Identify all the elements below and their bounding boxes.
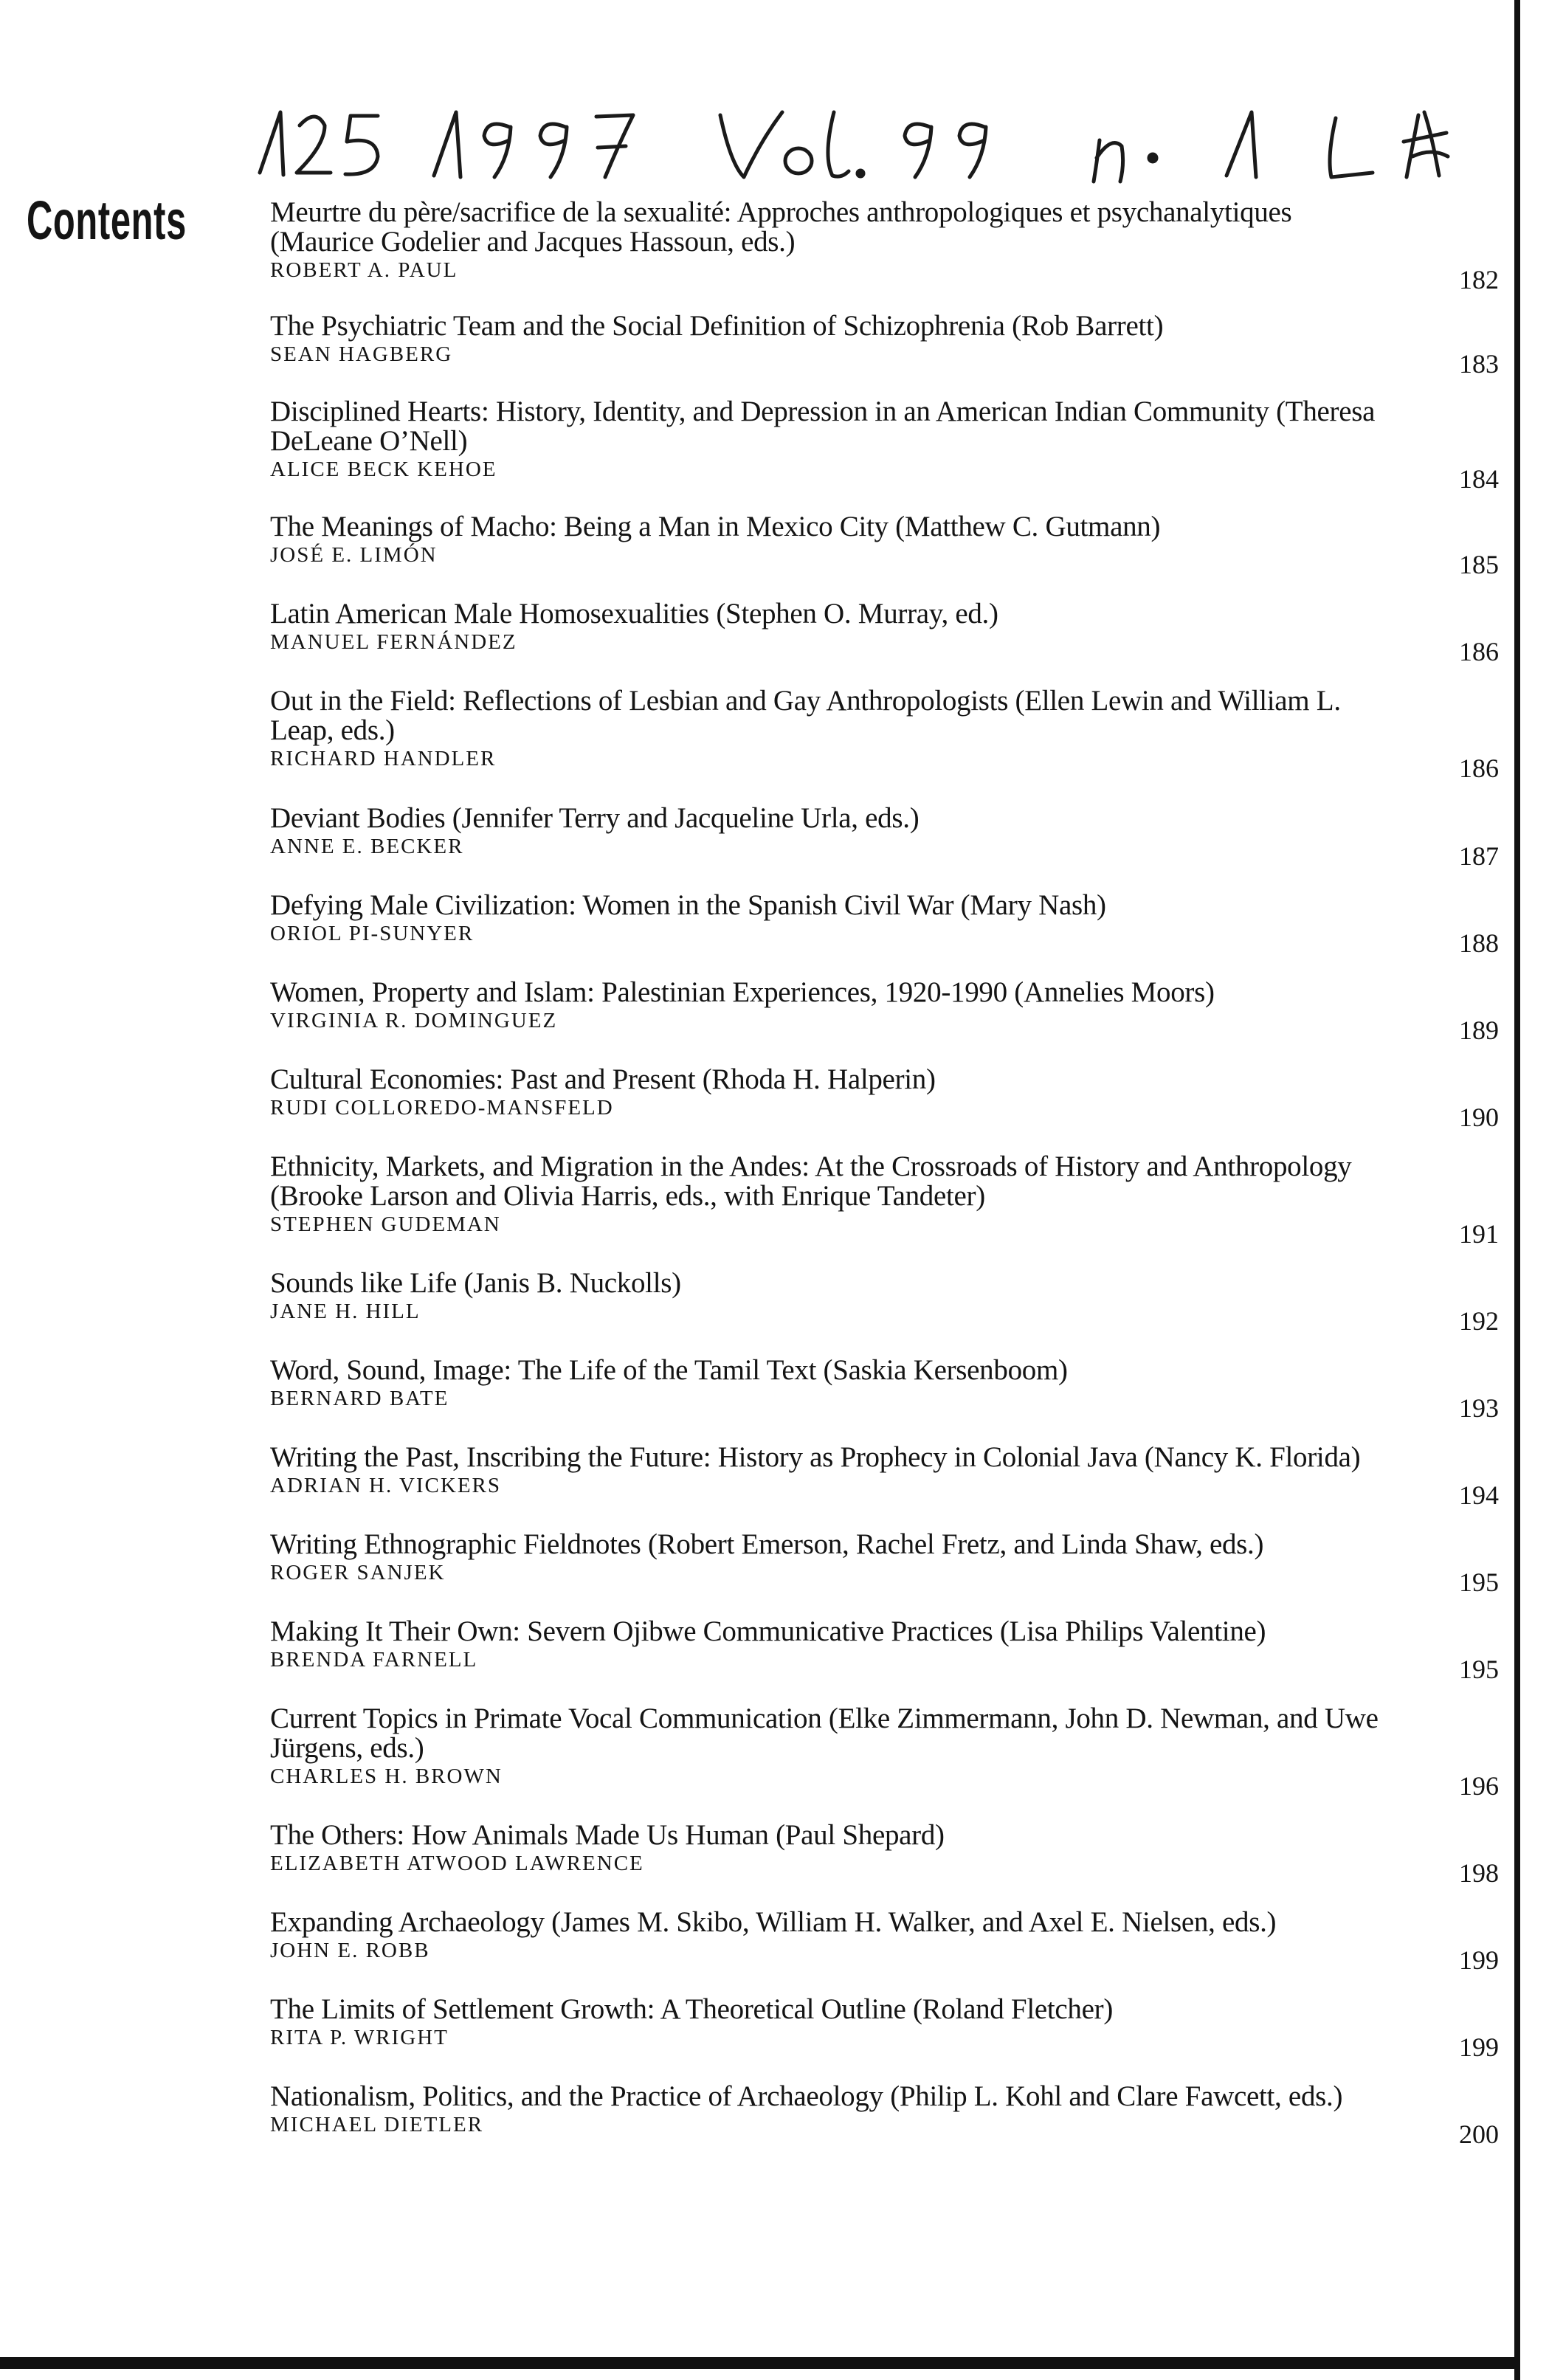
handwritten-note-drawing: [251, 105, 1505, 190]
entry-reviewer: RICHARD HANDLER: [270, 747, 497, 770]
entry-page-number: 189: [1459, 1015, 1499, 1045]
entry-title: Ethnicity, Markets, and Migration in the Andes: At the Crossroads of History and Anthropology (Brooke Larson and Olivia Harris, eds., with Enrique Tandeter): [270, 1151, 1352, 1212]
entry-page-number: 182: [1459, 265, 1499, 294]
contents-entry: [270, 1906, 1499, 1975]
contents-entry: [270, 889, 1499, 958]
entry-reviewer: ALICE BECK KEHOE: [270, 458, 497, 481]
entry-reviewer: VIRGINIA R. DOMINGUEZ: [270, 1009, 558, 1032]
contents-entry: [270, 1441, 1499, 1510]
entry-reviewer: STEPHEN GUDEMAN: [270, 1213, 501, 1236]
handwritten-call-number: [251, 105, 1505, 190]
entry-title: Women, Property and Islam: Palestinian Experiences, 1920-1990 (Annelies Moors): [270, 976, 1215, 1008]
entry-reviewer: SEAN HAGBERG: [270, 342, 453, 366]
entry-reviewer: ELIZABETH ATWOOD LAWRENCE: [270, 1852, 644, 1875]
contents-entry: [270, 598, 1499, 666]
entry-title: Sounds like Life (Janis B. Nuckolls): [270, 1267, 681, 1299]
entry-page-number: 187: [1459, 841, 1499, 871]
contents-entry: [270, 1993, 1499, 2062]
entry-reviewer: ORIOL PI-SUNYER: [270, 922, 475, 945]
contents-entry: [270, 396, 1499, 494]
contents-entry: [270, 1703, 1499, 1801]
contents-entry: [270, 976, 1499, 1045]
entry-page-number: 198: [1459, 1858, 1499, 1888]
entry-title: Nationalism, Politics, and the Practice of Archaeology (Philip L. Kohl and Clare Fawcett, eds.): [270, 2080, 1343, 2112]
entry-title: Current Topics in Primate Vocal Communication (Elke Zimmermann, John D. Newman, and Uwe Jürgens, eds.): [270, 1703, 1379, 1764]
contents-entry: [270, 685, 1499, 783]
entry-page-number: 199: [1459, 2032, 1499, 2062]
entry-page-number: 195: [1459, 1655, 1499, 1684]
entry-page-number: 191: [1459, 1219, 1499, 1249]
entry-reviewer: JOSÉ E. LIMÓN: [270, 543, 438, 567]
entry-page-number: 186: [1459, 753, 1499, 783]
entry-title: The Meanings of Macho: Being a Man in Mexico City (Matthew C. Gutmann): [270, 511, 1161, 542]
entry-reviewer: ROBERT A. PAUL: [270, 258, 458, 282]
entry-page-number: 200: [1459, 2119, 1499, 2149]
entry-reviewer: JOHN E. ROBB: [270, 1939, 430, 1962]
entry-reviewer: CHARLES H. BROWN: [270, 1765, 503, 1788]
entry-title: Disciplined Hearts: History, Identity, and Depression in an American Indian Community (Theresa DeLeane O’Nell): [270, 396, 1376, 457]
entry-reviewer: ADRIAN H. VICKERS: [270, 1474, 502, 1497]
contents-entry: [270, 310, 1499, 379]
entry-reviewer: ROGER SANJEK: [270, 1561, 446, 1584]
contents-entry: [270, 1354, 1499, 1423]
entry-reviewer: BERNARD BATE: [270, 1387, 449, 1410]
entry-title: The Psychiatric Team and the Social Definition of Schizophrenia (Rob Barrett): [270, 310, 1164, 342]
entry-reviewer: JANE H. HILL: [270, 1300, 421, 1323]
entry-title: Expanding Archaeology (James M. Skibo, William H. Walker, and Axel E. Nielsen, eds.): [270, 1906, 1277, 1938]
contents-entry: [270, 1267, 1499, 1336]
entry-page-number: 185: [1459, 550, 1499, 579]
entry-page-number: 188: [1459, 928, 1499, 958]
entry-page-number: 194: [1459, 1480, 1499, 1510]
entry-page-number: 199: [1459, 1945, 1499, 1975]
contents-entry: [270, 1063, 1499, 1132]
entry-title: Latin American Male Homosexualities (Stephen O. Murray, ed.): [270, 598, 998, 630]
contents-entry: [270, 1151, 1499, 1249]
contents-entry: [270, 1528, 1499, 1597]
contents-heading: Contents: [27, 190, 187, 251]
entry-page-number: 190: [1459, 1103, 1499, 1132]
contents-entry: [270, 1819, 1499, 1888]
entry-reviewer: MICHAEL DIETLER: [270, 2113, 484, 2136]
entry-reviewer: ANNE E. BECKER: [270, 835, 464, 858]
entry-page-number: 195: [1459, 1567, 1499, 1597]
entry-title: The Limits of Settlement Growth: A Theoretical Outline (Roland Fletcher): [270, 1993, 1114, 2025]
contents-entry: [270, 1615, 1499, 1684]
contents-entry: [270, 2080, 1499, 2149]
entry-title: Deviant Bodies (Jennifer Terry and Jacqueline Urla, eds.): [270, 802, 920, 834]
entry-page-number: 196: [1459, 1771, 1499, 1801]
entry-page-number: 184: [1459, 464, 1499, 494]
entry-page-number: 193: [1459, 1393, 1499, 1423]
entry-page-number: 192: [1459, 1306, 1499, 1336]
entry-title: Making It Their Own: Severn Ojibwe Communicative Practices (Lisa Philips Valentine): [270, 1615, 1266, 1647]
contents-entry: [270, 196, 1499, 294]
entry-page-number: 183: [1459, 349, 1499, 379]
entry-reviewer: MANUEL FERNÁNDEZ: [270, 630, 517, 654]
entry-title: Cultural Economies: Past and Present (Rhoda H. Halperin): [270, 1063, 936, 1095]
entry-reviewer: RITA P. WRIGHT: [270, 2026, 449, 2049]
entry-reviewer: RUDI COLLOREDO-MANSFELD: [270, 1096, 614, 1120]
contents-entry: [270, 511, 1499, 579]
contents-entry: [270, 802, 1499, 871]
scan-bottom-bar: [0, 2357, 1520, 2369]
entry-title: Meurtre du père/sacrifice de la sexualité: Approches anthropologiques et psychanalytiques (Maurice Godelier and Jacques Hassoun, eds.): [270, 196, 1292, 258]
scan-edge-border: [1514, 0, 1520, 2380]
entry-title: Defying Male Civilization: Women in the Spanish Civil War (Mary Nash): [270, 889, 1106, 921]
entry-reviewer: BRENDA FARNELL: [270, 1648, 478, 1672]
contents-list: [270, 196, 1499, 2149]
entry-page-number: 186: [1459, 637, 1499, 666]
entry-title: Out in the Field: Reflections of Lesbian and Gay Anthropologists (Ellen Lewin and William L. Leap, eds.): [270, 685, 1341, 746]
entry-title: The Others: How Animals Made Us Human (Paul Shepard): [270, 1819, 945, 1851]
entry-title: Writing the Past, Inscribing the Future: History as Prophecy in Colonial Java (Nancy K. Florida): [270, 1441, 1361, 1473]
entry-title: Writing Ethnographic Fieldnotes (Robert Emerson, Rachel Fretz, and Linda Shaw, eds.): [270, 1528, 1264, 1560]
entry-title: Word, Sound, Image: The Life of the Tamil Text (Saskia Kersenboom): [270, 1354, 1068, 1386]
